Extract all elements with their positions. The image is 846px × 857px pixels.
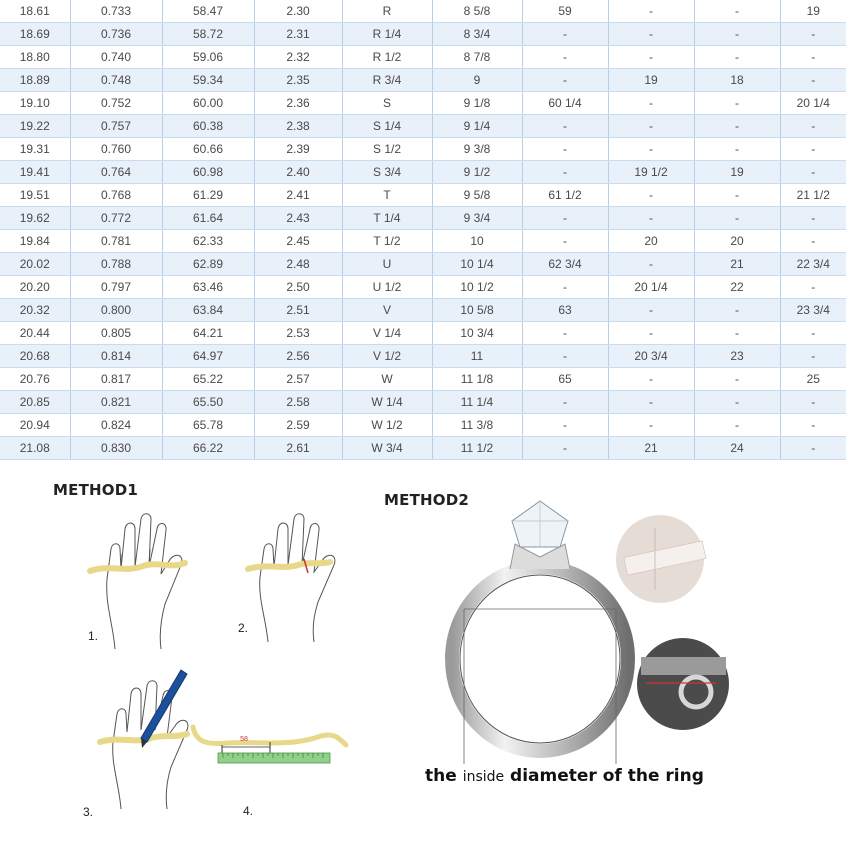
table-cell: 2.35 (254, 69, 342, 92)
table-cell: - (522, 207, 608, 230)
table-cell: 9 3/8 (432, 138, 522, 161)
table-cell: - (522, 161, 608, 184)
table-row (0, 299, 846, 322)
table-cell: 62.89 (162, 253, 254, 276)
table-cell: - (608, 138, 694, 161)
table-cell: 2.50 (254, 276, 342, 299)
table-cell: 2.40 (254, 161, 342, 184)
table-cell: - (522, 46, 608, 69)
table-cell: 11 1/8 (432, 368, 522, 391)
table-cell: 2.61 (254, 437, 342, 460)
table-cell: T 1/2 (342, 230, 432, 253)
table-cell: - (694, 368, 780, 391)
table-cell: 18 (694, 69, 780, 92)
table-row (0, 0, 846, 23)
table-cell: - (780, 230, 846, 253)
caption-part3: diameter of the ring (504, 766, 704, 786)
table-cell: 19.62 (0, 207, 70, 230)
table-cell: 23 3/4 (780, 299, 846, 322)
table-cell: 58.72 (162, 23, 254, 46)
table-cell: T (342, 184, 432, 207)
table-cell: - (694, 184, 780, 207)
table-cell: 10 3/4 (432, 322, 522, 345)
table-cell: 20.68 (0, 345, 70, 368)
table-cell: 64.97 (162, 345, 254, 368)
table-cell: 65.22 (162, 368, 254, 391)
table-row (0, 92, 846, 115)
table-row (0, 391, 846, 414)
table-cell: W 1/2 (342, 414, 432, 437)
table-cell: 0.768 (70, 184, 162, 207)
table-cell: - (780, 414, 846, 437)
table-cell: 20.85 (0, 391, 70, 414)
table-cell: 65 (522, 368, 608, 391)
table-cell: 20 (694, 230, 780, 253)
table-row (0, 230, 846, 253)
method1-title: METHOD1 (53, 481, 138, 499)
step1-number: 1. (88, 629, 99, 643)
table-cell: 18.61 (0, 0, 70, 23)
table-cell: - (780, 437, 846, 460)
table-cell: 20 (608, 230, 694, 253)
table-cell: - (608, 115, 694, 138)
table-cell: 20 1/4 (608, 276, 694, 299)
table-cell: 21 (694, 253, 780, 276)
table-cell: 11 1/2 (432, 437, 522, 460)
table-cell: 0.800 (70, 299, 162, 322)
table-cell: 60 1/4 (522, 92, 608, 115)
table-cell: 22 3/4 (780, 253, 846, 276)
table-cell: S (342, 92, 432, 115)
table-cell: 9 1/8 (432, 92, 522, 115)
table-cell: 11 3/8 (432, 414, 522, 437)
table-cell: - (780, 138, 846, 161)
table-cell: R 1/2 (342, 46, 432, 69)
table-cell: 66.22 (162, 437, 254, 460)
table-cell: 0.817 (70, 368, 162, 391)
table-cell: - (694, 46, 780, 69)
ring-illustration (440, 499, 640, 759)
table-cell: 9 1/2 (432, 161, 522, 184)
table-cell: 20.20 (0, 276, 70, 299)
table-cell: - (780, 69, 846, 92)
table-cell: 19.22 (0, 115, 70, 138)
table-cell: 20.02 (0, 253, 70, 276)
table-row (0, 368, 846, 391)
table-row (0, 138, 846, 161)
table-cell: 63.46 (162, 276, 254, 299)
table-cell: 2.41 (254, 184, 342, 207)
table-row (0, 161, 846, 184)
table-cell: 19.31 (0, 138, 70, 161)
table-cell: 11 (432, 345, 522, 368)
table-cell: 59.06 (162, 46, 254, 69)
table-cell: 59.34 (162, 69, 254, 92)
table-cell: 25 (780, 368, 846, 391)
table-cell: 0.748 (70, 69, 162, 92)
table-cell: 65.50 (162, 391, 254, 414)
table-row (0, 184, 846, 207)
table-cell: - (780, 276, 846, 299)
step3-number: 3. (83, 805, 94, 819)
table-cell: - (522, 391, 608, 414)
table-cell: - (780, 207, 846, 230)
table-cell: V (342, 299, 432, 322)
table-cell: 0.733 (70, 0, 162, 23)
table-cell: 19.84 (0, 230, 70, 253)
table-cell: W 1/4 (342, 391, 432, 414)
table-cell: W 3/4 (342, 437, 432, 460)
table-cell: 2.51 (254, 299, 342, 322)
table-cell: 64.21 (162, 322, 254, 345)
table-cell: 2.31 (254, 23, 342, 46)
table-cell: S 1/4 (342, 115, 432, 138)
table-cell: 22 (694, 276, 780, 299)
caption-part1: the (425, 766, 463, 786)
table-cell: 2.58 (254, 391, 342, 414)
table-cell: - (780, 391, 846, 414)
table-cell: - (608, 299, 694, 322)
table-cell: 20.76 (0, 368, 70, 391)
table-cell: - (694, 414, 780, 437)
table-cell: 21.08 (0, 437, 70, 460)
table-cell: 2.48 (254, 253, 342, 276)
table-cell: 9 1/4 (432, 115, 522, 138)
pen-icon (141, 670, 187, 742)
table-cell: 2.57 (254, 368, 342, 391)
table-cell: 0.830 (70, 437, 162, 460)
table-cell: - (522, 414, 608, 437)
table-cell: - (608, 207, 694, 230)
hand-step2-illustration (238, 507, 348, 657)
table-cell: - (780, 46, 846, 69)
table-cell: - (608, 414, 694, 437)
table-cell: - (522, 23, 608, 46)
table-cell: 20 1/4 (780, 92, 846, 115)
table-cell: - (608, 322, 694, 345)
table-cell: 18.80 (0, 46, 70, 69)
table-cell: 9 5/8 (432, 184, 522, 207)
table-cell: - (608, 23, 694, 46)
table-cell: 2.36 (254, 92, 342, 115)
table-cell: 10 1/4 (432, 253, 522, 276)
table-cell: - (522, 322, 608, 345)
table-cell: 58.47 (162, 0, 254, 23)
table-cell: R (342, 0, 432, 23)
table-cell: - (780, 322, 846, 345)
tape-strip (90, 563, 185, 571)
hand-step1-illustration (85, 509, 195, 659)
table-cell: - (522, 437, 608, 460)
table-row (0, 345, 846, 368)
table-cell: - (694, 115, 780, 138)
table-cell: 19 1/2 (608, 161, 694, 184)
table-cell: V 1/4 (342, 322, 432, 345)
table-cell: 18.89 (0, 69, 70, 92)
table-row (0, 322, 846, 345)
tape-strip (248, 562, 330, 569)
table-cell: 2.30 (254, 0, 342, 23)
table-cell: 21 (608, 437, 694, 460)
table-cell: 19.41 (0, 161, 70, 184)
table-cell: 2.59 (254, 414, 342, 437)
table-cell: 0.757 (70, 115, 162, 138)
table-cell: - (522, 276, 608, 299)
table-row (0, 437, 846, 460)
step2-number: 2. (238, 621, 249, 635)
table-cell: 62 3/4 (522, 253, 608, 276)
table-cell: 9 3/4 (432, 207, 522, 230)
table-row (0, 276, 846, 299)
table-cell: 2.56 (254, 345, 342, 368)
table-cell: - (694, 0, 780, 23)
table-cell: 19.10 (0, 92, 70, 115)
table-cell: 10 (432, 230, 522, 253)
table-cell: - (694, 138, 780, 161)
tape-inset-photo (615, 514, 705, 604)
table-cell: 63 (522, 299, 608, 322)
table-cell: 61 1/2 (522, 184, 608, 207)
table-cell: 61.29 (162, 184, 254, 207)
table-cell: 63.84 (162, 299, 254, 322)
table-cell: 20.44 (0, 322, 70, 345)
table-cell: 0.824 (70, 414, 162, 437)
table-cell: 0.736 (70, 23, 162, 46)
table-cell: - (694, 92, 780, 115)
table-cell: 0.821 (70, 391, 162, 414)
ruler-mark-label: 58 (240, 736, 248, 743)
table-cell: 2.45 (254, 230, 342, 253)
table-cell: - (780, 161, 846, 184)
table-cell: - (780, 23, 846, 46)
table-cell: - (522, 345, 608, 368)
table-cell: 0.740 (70, 46, 162, 69)
table-cell: 20.94 (0, 414, 70, 437)
table-cell: 0.772 (70, 207, 162, 230)
table-cell: - (608, 46, 694, 69)
table-cell: 10 5/8 (432, 299, 522, 322)
table-cell: R 1/4 (342, 23, 432, 46)
table-cell: - (522, 230, 608, 253)
table-cell: 23 (694, 345, 780, 368)
table-cell: 24 (694, 437, 780, 460)
table-row (0, 69, 846, 92)
table-cell: 2.32 (254, 46, 342, 69)
table-cell: - (694, 299, 780, 322)
table-cell: 21 1/2 (780, 184, 846, 207)
table-cell: - (522, 115, 608, 138)
table-cell: 0.797 (70, 276, 162, 299)
table-cell: R 3/4 (342, 69, 432, 92)
table-cell: 19.51 (0, 184, 70, 207)
table-cell: - (608, 0, 694, 23)
table-cell: 9 (432, 69, 522, 92)
table-cell: 8 7/8 (432, 46, 522, 69)
table-cell: T 1/4 (342, 207, 432, 230)
table-cell: 19 (608, 69, 694, 92)
table-cell: - (608, 391, 694, 414)
table-cell: 20 3/4 (608, 345, 694, 368)
table-cell: 0.814 (70, 345, 162, 368)
table-row (0, 414, 846, 437)
ruler-step4-illustration (188, 717, 358, 777)
table-cell: 0.781 (70, 230, 162, 253)
table-cell: - (694, 322, 780, 345)
caliper-inset-photo (636, 637, 731, 732)
table-cell: - (694, 23, 780, 46)
table-cell: - (694, 207, 780, 230)
table-row (0, 23, 846, 46)
table-cell: 0.805 (70, 322, 162, 345)
measuring-guide (0, 459, 806, 857)
table-cell: V 1/2 (342, 345, 432, 368)
table-row (0, 46, 846, 69)
table-row (0, 207, 846, 230)
ring-diameter-caption (425, 766, 704, 786)
table-cell: 0.764 (70, 161, 162, 184)
table-cell: - (694, 391, 780, 414)
table-cell: S 1/2 (342, 138, 432, 161)
table-cell: - (608, 184, 694, 207)
caption-part2: inside (462, 769, 505, 785)
table-cell: 60.38 (162, 115, 254, 138)
table-cell: - (780, 345, 846, 368)
table-cell: 2.38 (254, 115, 342, 138)
table-cell: 65.78 (162, 414, 254, 437)
table-cell: 19 (694, 161, 780, 184)
table-cell: W (342, 368, 432, 391)
table-cell: 19 (780, 0, 846, 23)
step4-number: 4. (243, 804, 254, 818)
table-cell: 0.760 (70, 138, 162, 161)
table-cell: - (780, 115, 846, 138)
table-cell: 10 1/2 (432, 276, 522, 299)
table-cell: - (608, 253, 694, 276)
table-row (0, 253, 846, 276)
table-cell: 18.69 (0, 23, 70, 46)
method2-title: METHOD2 (384, 491, 469, 509)
table-cell: - (608, 92, 694, 115)
table-cell: U (342, 253, 432, 276)
table-cell: 0.788 (70, 253, 162, 276)
table-cell: 8 5/8 (432, 0, 522, 23)
table-row (0, 115, 846, 138)
table-cell: 11 1/4 (432, 391, 522, 414)
table-cell: 60.66 (162, 138, 254, 161)
table-cell: 8 3/4 (432, 23, 522, 46)
table-cell: - (608, 368, 694, 391)
table-cell: 62.33 (162, 230, 254, 253)
table-cell: 61.64 (162, 207, 254, 230)
table-cell: U 1/2 (342, 276, 432, 299)
table-cell: 2.53 (254, 322, 342, 345)
table-cell: 60.98 (162, 161, 254, 184)
table-cell: 60.00 (162, 92, 254, 115)
table-cell: 20.32 (0, 299, 70, 322)
table-cell: 2.39 (254, 138, 342, 161)
table-cell: - (522, 69, 608, 92)
table-cell: 0.752 (70, 92, 162, 115)
table-cell: 2.43 (254, 207, 342, 230)
table-cell: 59 (522, 0, 608, 23)
table-cell: - (522, 138, 608, 161)
table-cell: S 3/4 (342, 161, 432, 184)
